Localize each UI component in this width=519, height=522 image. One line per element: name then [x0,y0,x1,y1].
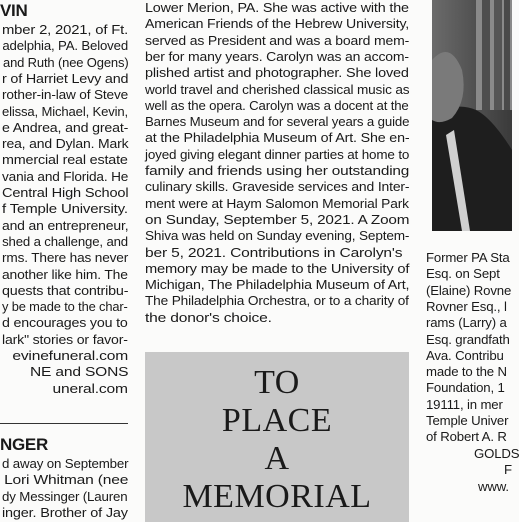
obituary-line: ber for many years. Carolyn was an accom- [145,48,409,64]
obituary-line: f Temple University. [2,201,128,217]
obituary-line: ber 5, 2021. Contributions in Carolyn's [145,244,403,260]
place-memorial-ad-box[interactable] [145,352,409,522]
obituary-line: world travel and cherished classical music as [145,81,410,97]
obituary-line: adelphia, PA. Beloved [2,38,128,54]
obituary-line: dy Messinger (Lauren [2,488,128,504]
obituary-line: ment were at Haym Salomon Memorial Park [145,195,409,211]
obituary-line: Ava. Contribu [426,347,504,363]
obituary-line: Barnes Museum and for several years a guide [145,114,410,130]
portrait-photo-image [432,0,512,231]
obituary-line: shed a challenge, and [2,233,128,249]
obituary-line: joyed giving elegant dinner parties at home to [145,146,410,162]
obituary-line: Former PA Sta [426,250,510,265]
obituary-line: Shiva was held on Sunday evening, Septem- [145,228,410,244]
right-obituary-column [426,250,519,512]
obituary-line: F [504,462,512,478]
obituary-line: r of Harriet Levy and [1,70,128,86]
left-obituary-column [0,0,128,520]
middle-obituary-column [145,0,410,340]
obituary-line: d encourages you to [2,315,128,331]
obituary-line: uneral.com [52,380,128,396]
obituary-line: vania and Florida. He [1,168,128,184]
portrait-photo [432,0,512,231]
obituary-heading-bottom: NGER [0,435,48,454]
obituary-line: Michigan, The Philadelphia Museum of Art, [145,277,410,293]
obituary-line: family and friends using her outstanding [145,163,410,178]
obituary-line: another like him. The [2,266,128,282]
obituary-line: The Philadelphia Orchestra, or to a charity of [145,293,409,309]
obituary-line: inger. Brother of Jay [2,504,128,520]
obituary-line: (Elaine) Rovne [426,282,512,298]
obituary-line: rams (Larry) a [426,315,507,331]
obituary-line: served as President and was a board mem- [145,32,410,48]
obituary-line: mber 2, 2021, of Ft. [1,22,128,37]
obituary-line: Temple Univer [426,413,509,428]
obituary-line: Rovner Esq., l [426,298,507,314]
obituary-line: the donor's choice. [145,309,272,325]
obituary-line: plished artist and photographer. She loved [145,65,409,81]
obituary-line: rea, and Dylan. Mark [1,136,128,152]
obituary-line: elissa, Michael, Kevin, [1,103,128,119]
obituary-line: quests that contribu- [1,282,128,298]
obituary-line: and an entrepreneur, [1,217,128,233]
obituary-line: mmercial real estate [2,152,128,168]
obituary-line: 19111, in mer [426,396,503,412]
obituary-heading-top: VIN [0,1,28,20]
obituary-line: rms. There has never [1,250,128,266]
obituary-line: evinefuneral.com [12,348,128,363]
ad-line: MEMORIAL [182,478,372,515]
obituary-line: Esq. grandfath [426,331,510,347]
obituary-line: American Friends of the Hebrew University, [145,16,410,32]
ad-line: PLACE [221,402,333,439]
obituary-line: d away on September [1,456,128,471]
obituary-line: y be made to the char- [2,299,128,315]
obituary-line: and Ruth (nee Ogens) [2,54,128,70]
obituary-line: on Sunday, September 5, 2021. A Zoom [145,211,410,227]
obituary-line: Lori Whitman (nee [3,472,128,488]
obituary-line: NE and SONS [29,364,128,380]
obituary-line: Esq. on Sept [426,266,500,282]
obituary-line: Lower Merion, PA. She was active with the [145,0,409,15]
obituary-line: rother-in-law of Steve [1,87,128,103]
obituary-line: well as the opera. Carolyn was a docent at the [145,97,409,113]
obituary-line: of Robert A. R [426,429,507,445]
obituary-line: Foundation, 1 [426,380,505,396]
obituary-line: lark" stories or favor- [2,331,128,347]
obituary-line: Central High School [1,185,128,200]
obituary-line: memory may be made to the University of [145,260,410,276]
ad-line: A [264,440,290,477]
obituary-line: made to the N [426,364,507,380]
column-divider-rule [0,423,128,424]
obituary-line: e Andrea, and great- [1,119,128,135]
ad-line: TO [254,364,300,401]
obituary-line: culinary skills. Graveside services and Inter- [145,179,410,195]
obituary-line: www. [478,478,509,494]
obituary-line: at the Philadelphia Museum of Art. She en- [145,130,410,146]
obituary-line: GOLDS [474,446,519,461]
